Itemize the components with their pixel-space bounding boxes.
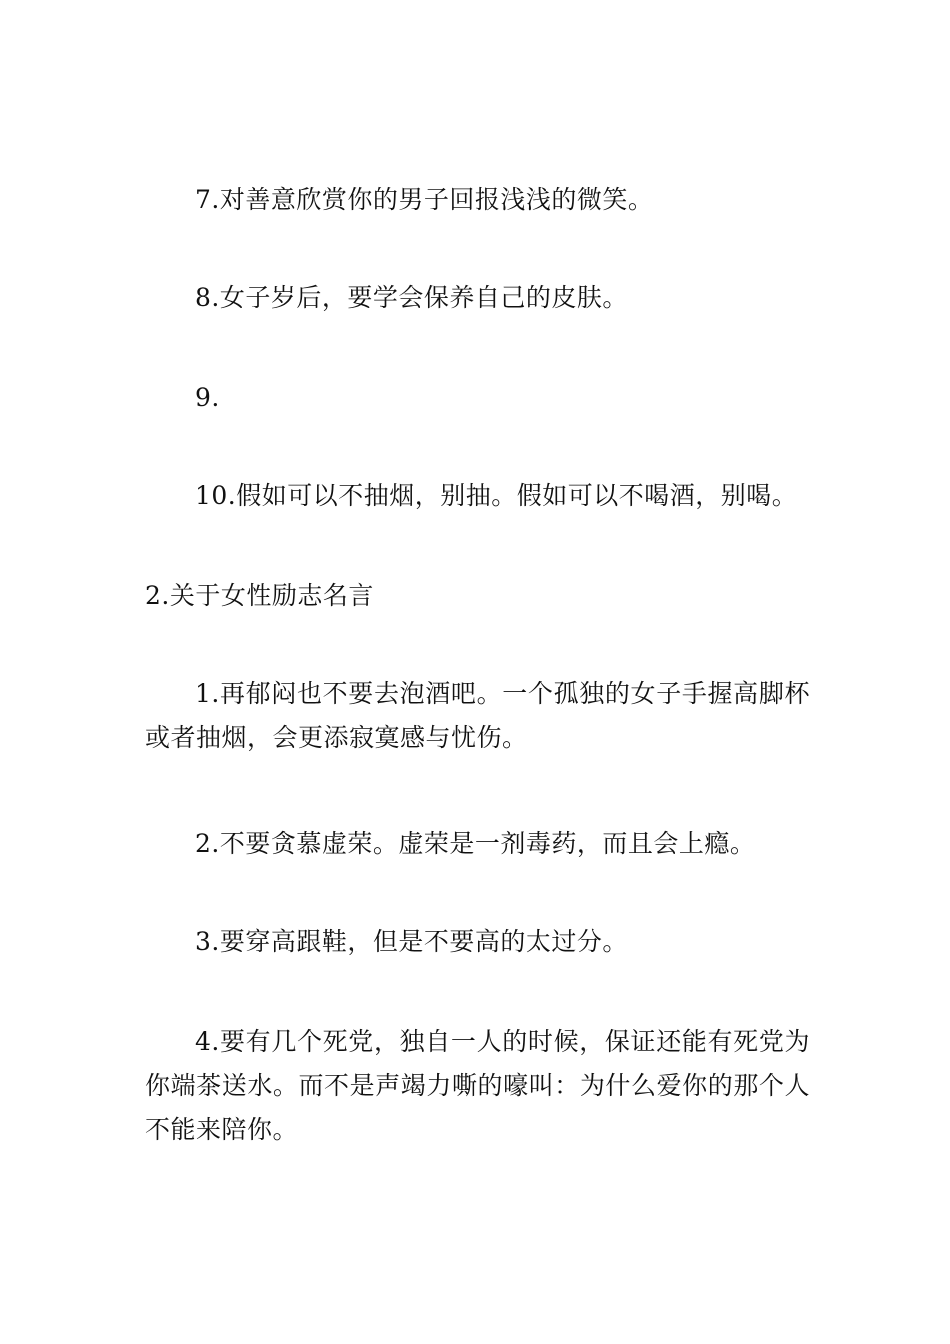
section-heading: 2.关于女性励志名言 (145, 581, 374, 610)
quote-item-2: 2.不要贪慕虚荣。虚荣是一剂毒药，而且会上瘾。 (195, 829, 756, 858)
quote-item-1: 1.再郁闷也不要去泡酒吧。一个孤独的女子手握高脚杯或者抽烟，会更添寂寞感与忧伤。 (145, 679, 810, 752)
list-item-10: 10.假如可以不抽烟，别抽。假如可以不喝酒，别喝。 (195, 481, 798, 510)
list-item-9: 9. (195, 383, 220, 412)
quote-item-3: 3.要穿高跟鞋，但是不要高的太过分。 (195, 927, 628, 956)
quote-item-4: 4.要有几个死党，独自一人的时候，保证还能有死党为你端茶送水。而不是声竭力嘶的嚎叫：为什么爱你的那个人不能来陪你。 (145, 1027, 810, 1144)
list-item-7: 7.对善意欣赏你的男子回报浅浅的微笑。 (195, 185, 654, 214)
list-item-8: 8.女子岁后，要学会保养自己的皮肤。 (195, 283, 628, 312)
